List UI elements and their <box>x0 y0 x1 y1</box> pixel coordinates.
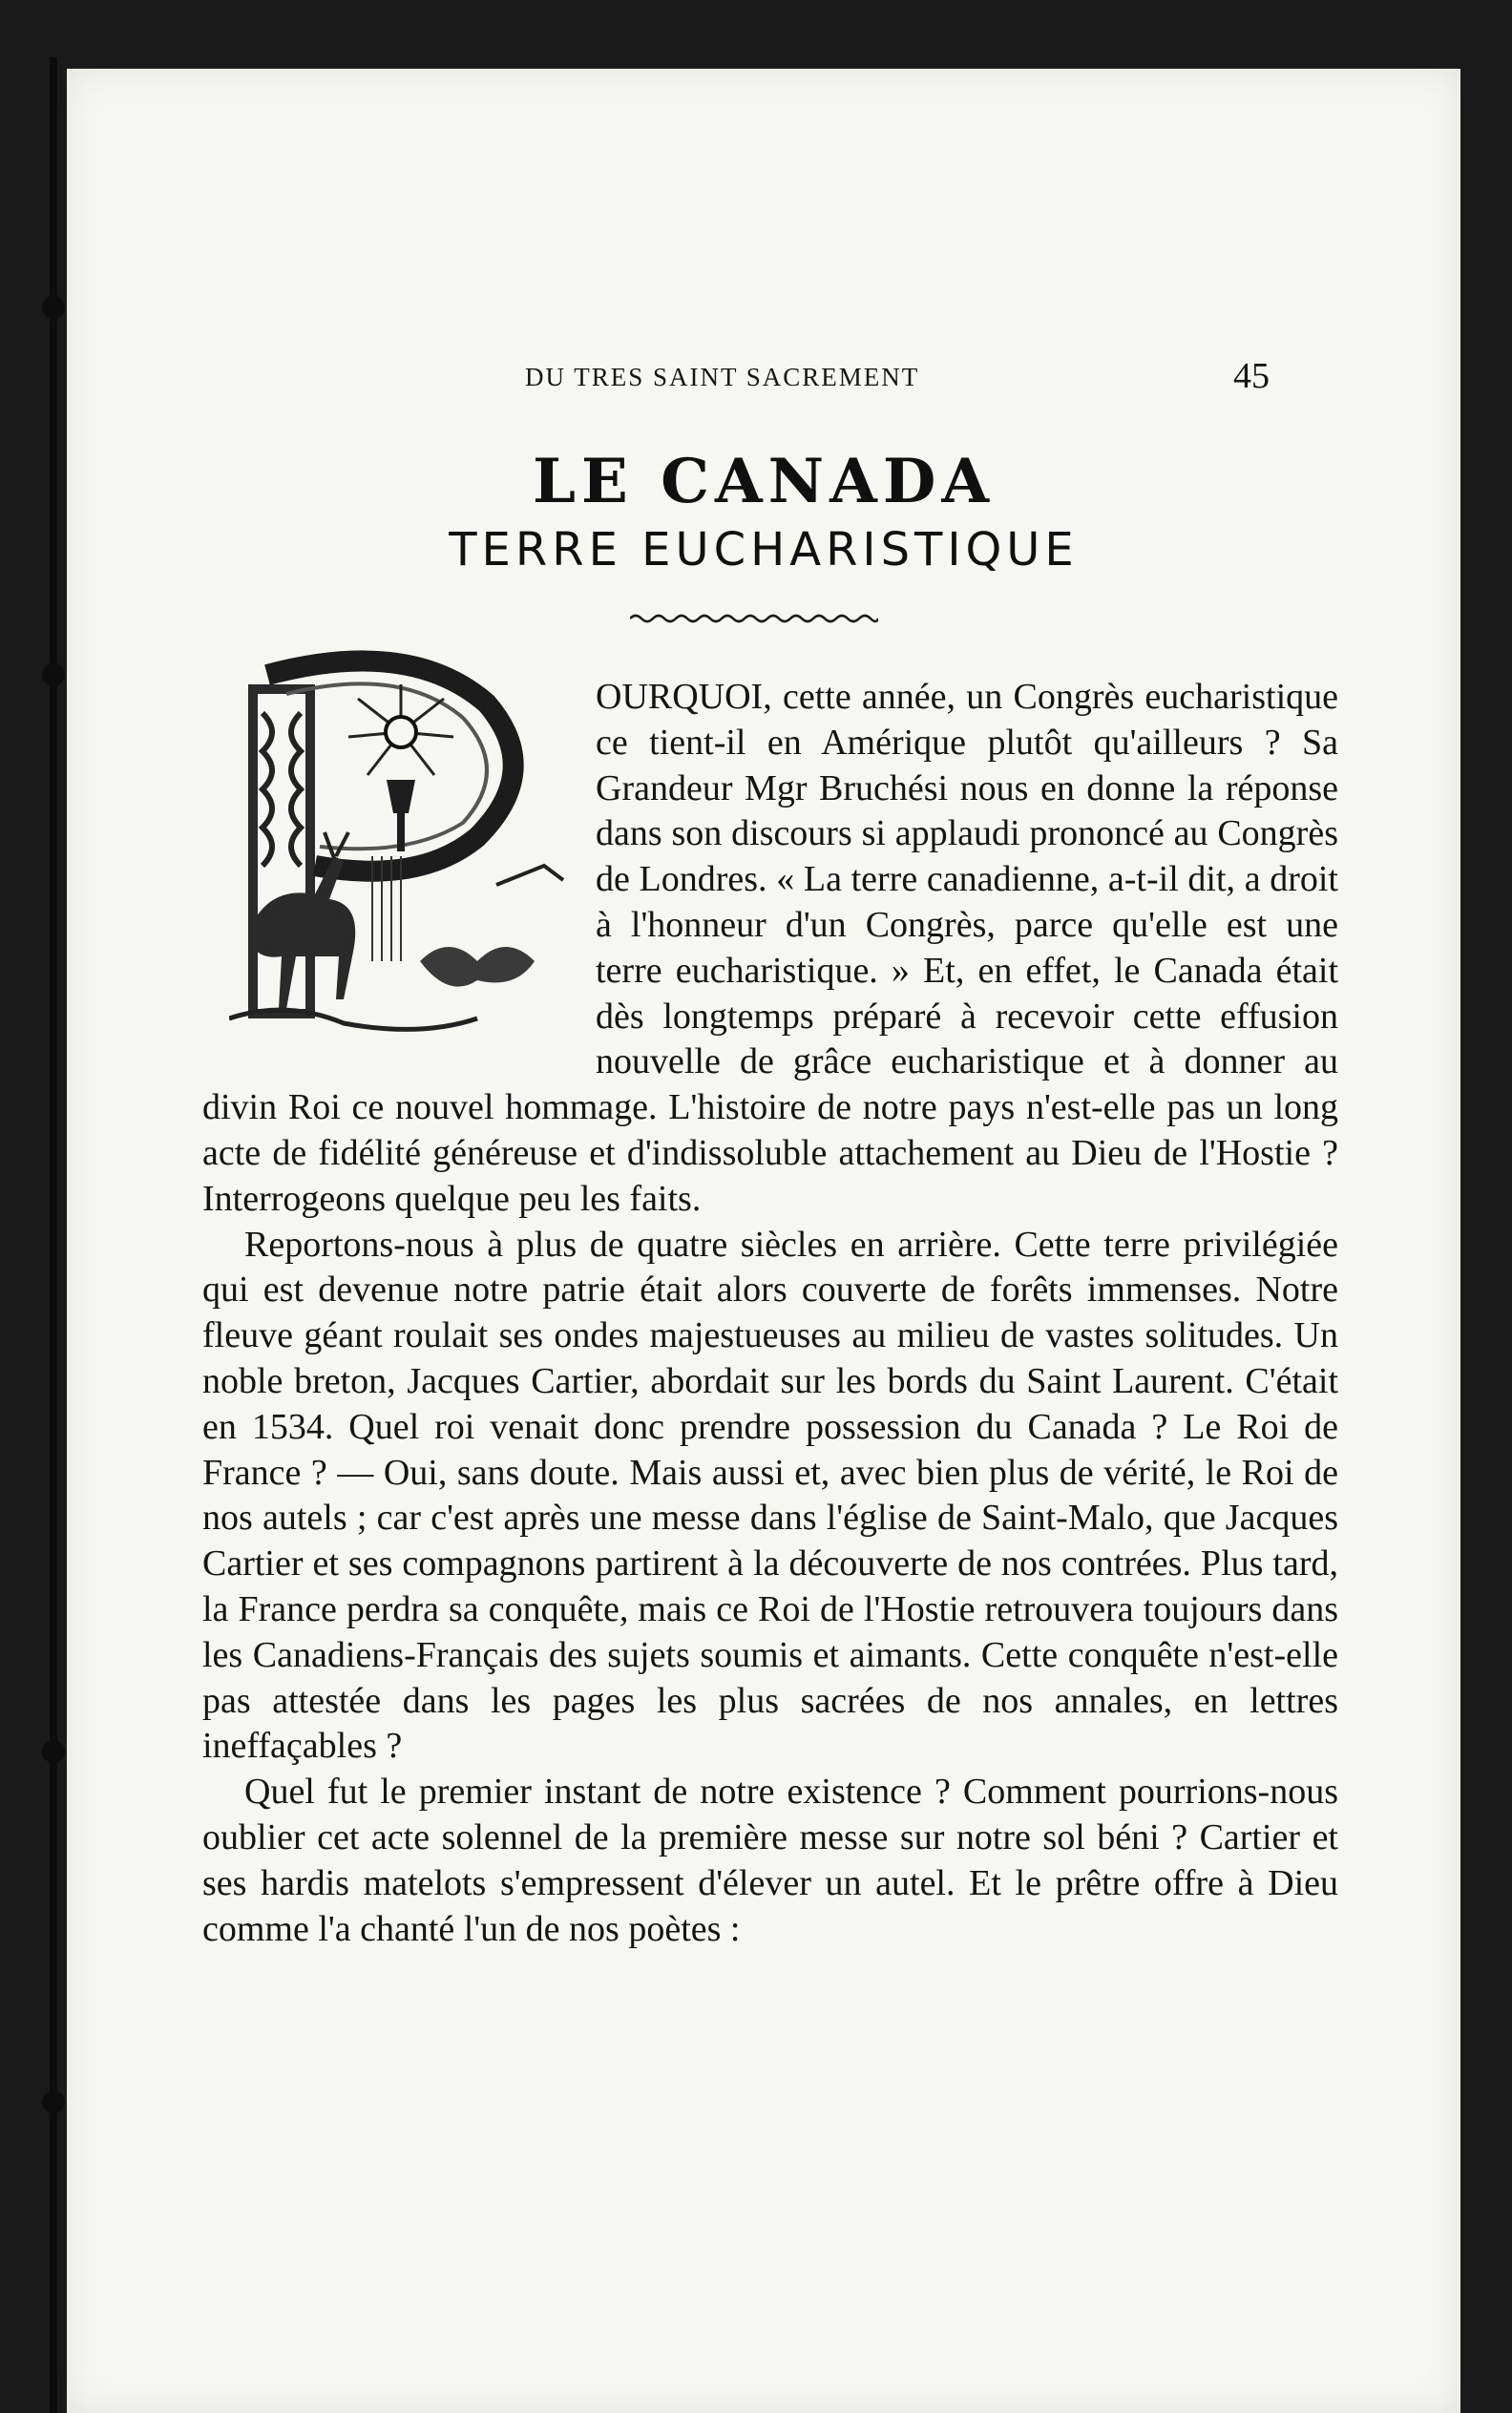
running-title: DU TRES SAINT SACREMENT <box>525 363 920 391</box>
binding-edge <box>50 57 57 2413</box>
article-title: LE CANADA <box>533 446 995 517</box>
opening-word: OURQUOI, <box>596 677 772 717</box>
paragraph-1-text: cette année, un Congrès eucharistique ce tient-il en Amérique plutôt qu'ailleurs ? Sa Grandeur Mgr Bruchési nous en donne la réponse dans son discours si applaudi prononcé au Congrès de Londres. « La terre canadienne, a-t-il dit, a droit à l'honneur d'un Congrès, parce qu'elle est une terre eucharistique. » Et, en effet, le Canada était dès longtemps préparé à recevoir cette effusion nouvelle de grâce eucharistique et à donner au divin Roi ce nouvel hommage. L'histoire de notre pays n'est-elle pas un long acte de fidélité généreuse et d'indissoluble attachement au Dieu de l'Hostie ? Interrogeons quelque peu les faits. <box>202 677 1338 1219</box>
paragraph-3: Quel fut le premier instant de notre existence ? Comment pourrions-nous oublier cet acte solennel de la première messe sur notre sol béni ? Cartier et ses hardis matelots s'empressent d'élever un autel. Et le prêtre offre à Dieu comme l'a chanté l'un de nos poètes : <box>202 1772 1338 1949</box>
initial-spacer <box>202 675 596 1076</box>
paragraph-1 <box>202 675 1338 1223</box>
page-number: 45 <box>1233 356 1270 396</box>
binding-stitch <box>42 663 65 686</box>
binding-stitch <box>42 296 65 319</box>
body-text <box>202 675 1338 1952</box>
paragraph-2: Reportons-nous à plus de quatre siècles en arrière. Cette terre privilégiée qui est devenue notre patrie était alors couverte de forêts immenses. Notre fleuve géant roulait ses ondes majestueuses au milieu de vastes solitudes. Un noble breton, Jacques Cartier, abordait sur les bords du Saint Laurent. C'était en 1534. Quel roi venait donc prendre possession du Canada ? Le Roi de France ? — Oui, sans doute. Mais aussi et, avec bien plus de vérité, le Roi de nos autels ; car c'est après une messe dans l'église de Saint-Malo, que Jacques Cartier et ses compagnons partirent à la découverte de nos contrées. Plus tard, la France perdra sa conquête, mais ce Roi de l'Hostie retrouvera toujours dans les Canadiens-Français des sujets soumis et aimants. Cette conquête n'est-elle pas attestée dans les pages les plus sacrées de nos annales, en lettres ineffaçables ? <box>202 1224 1338 1767</box>
article-subtitle: TERRE EUCHARISTIQUE <box>449 523 1079 577</box>
book-page <box>67 69 1460 2413</box>
wavy-divider <box>630 611 878 626</box>
binding-stitch <box>42 2090 65 2113</box>
page-header <box>67 355 1460 397</box>
binding-stitch <box>42 1740 65 1763</box>
